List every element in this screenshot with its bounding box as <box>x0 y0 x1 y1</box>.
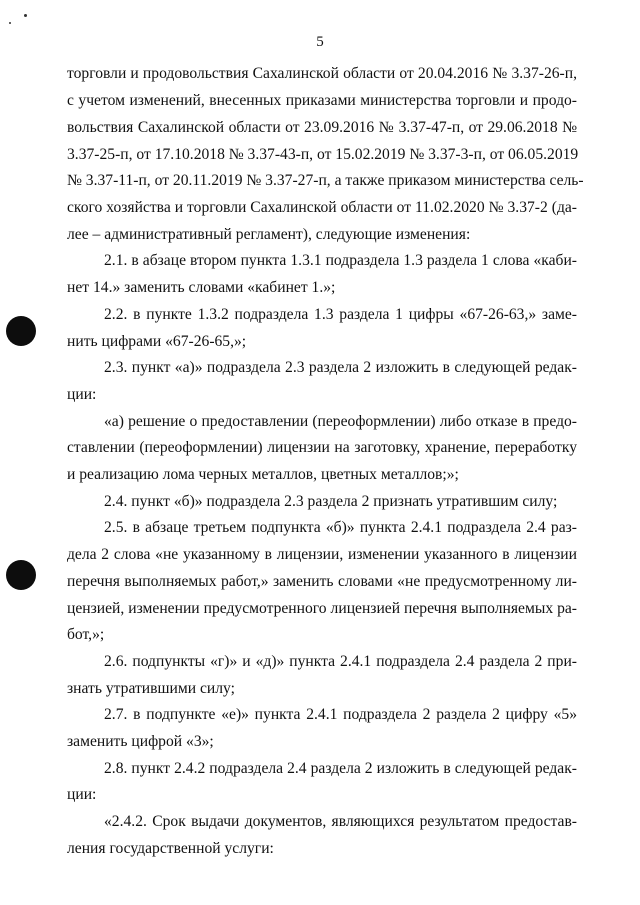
text-line: 2.8. пункт 2.4.2 подраздела 2.4 раздела 2 изложить в следующей редак- <box>104 760 577 777</box>
text-line: 2.2. в пункте 1.3.2 подраздела 1.3 раздела 1 цифры «67-26-63,» заме- <box>104 306 577 323</box>
text-line: 3.37-25-п, от 17.10.2018 № 3.37-43-п, от 15.02.2019 № 3.37-3-п, от 06.05.2019 <box>67 146 579 163</box>
text-line: 2.7. в подпункте «е)» пункта 2.4.1 подраздела 2 раздела 2 цифру «5» <box>104 706 577 723</box>
text-line: с учетом изменений, внесенных приказами министерства торговли и продо- <box>67 92 577 109</box>
text-line: нет 14.» заменить словами «кабинет 1.»; <box>67 279 336 296</box>
text-line: нить цифрами «67-26-65,»; <box>67 333 247 350</box>
text-line: ции: <box>67 386 97 403</box>
text-line: «а) решение о предоставлении (переоформлении) либо отказе в предо- <box>104 413 577 430</box>
text-line: бот,»; <box>67 626 105 643</box>
text-line: 2.6. подпункты «г)» и «д)» пункта 2.4.1 подраздела 2.4 раздела 2 при- <box>104 653 577 670</box>
punch-hole <box>6 560 36 590</box>
text-line: ставлении (переоформлении) лицензии на заготовку, хранение, переработку <box>67 439 577 456</box>
text-line: дела 2 слова «не указанному в лицензии, изменении указанного в лицензии <box>67 546 577 563</box>
text-line: ления государственной услуги: <box>67 840 274 857</box>
text-line: 2.5. в абзаце третьем подпункта «б)» пункта 2.4.1 подраздела 2.4 раз- <box>104 519 577 536</box>
text-line: знать утратившими силу; <box>67 680 235 697</box>
text-line: перечня выполняемых работ,» заменить словами «не предусмотренному ли- <box>67 573 577 590</box>
text-line: вольствия Сахалинской области от 23.09.2016 № 3.37-47-п, от 29.06.2018 № <box>67 119 577 136</box>
text-line: заменить цифрой «3»; <box>67 733 214 750</box>
text-line: лее – административный регламент), следующие изменения: <box>67 226 471 243</box>
text-line: цензией, изменении предусмотренного лицензией перечня выполняемых ра- <box>67 600 577 617</box>
text-line: ции: <box>67 786 97 803</box>
text-line: и реализацию лома черных металлов, цветных металлов;»; <box>67 466 459 483</box>
page-number: 5 <box>316 34 324 50</box>
text-line: ского хозяйства и торговли Сахалинской области от 11.02.2020 № 3.37-2 (да- <box>67 199 577 216</box>
scan-speck <box>24 14 27 17</box>
text-line: 2.1. в абзаце втором пункта 1.3.1 подраздела 1.3 раздела 1 слова «каби- <box>104 252 577 269</box>
text-line: «2.4.2. Срок выдачи документов, являющихся результатом предостав- <box>104 813 577 830</box>
scan-speck <box>9 22 11 24</box>
text-line: № 3.37-11-п, от 20.11.2019 № 3.37-27-п, а также приказом министерства сель- <box>67 172 584 189</box>
text-line: 2.4. пункт «б)» подраздела 2.3 раздела 2 признать утратившим силу; <box>104 493 558 510</box>
punch-hole <box>6 316 36 346</box>
text-line: торговли и продовольствия Сахалинской области от 20.04.2016 № 3.37-26-п, <box>67 65 577 82</box>
text-line: 2.3. пункт «а)» подраздела 2.3 раздела 2 изложить в следующей редак- <box>104 359 577 376</box>
